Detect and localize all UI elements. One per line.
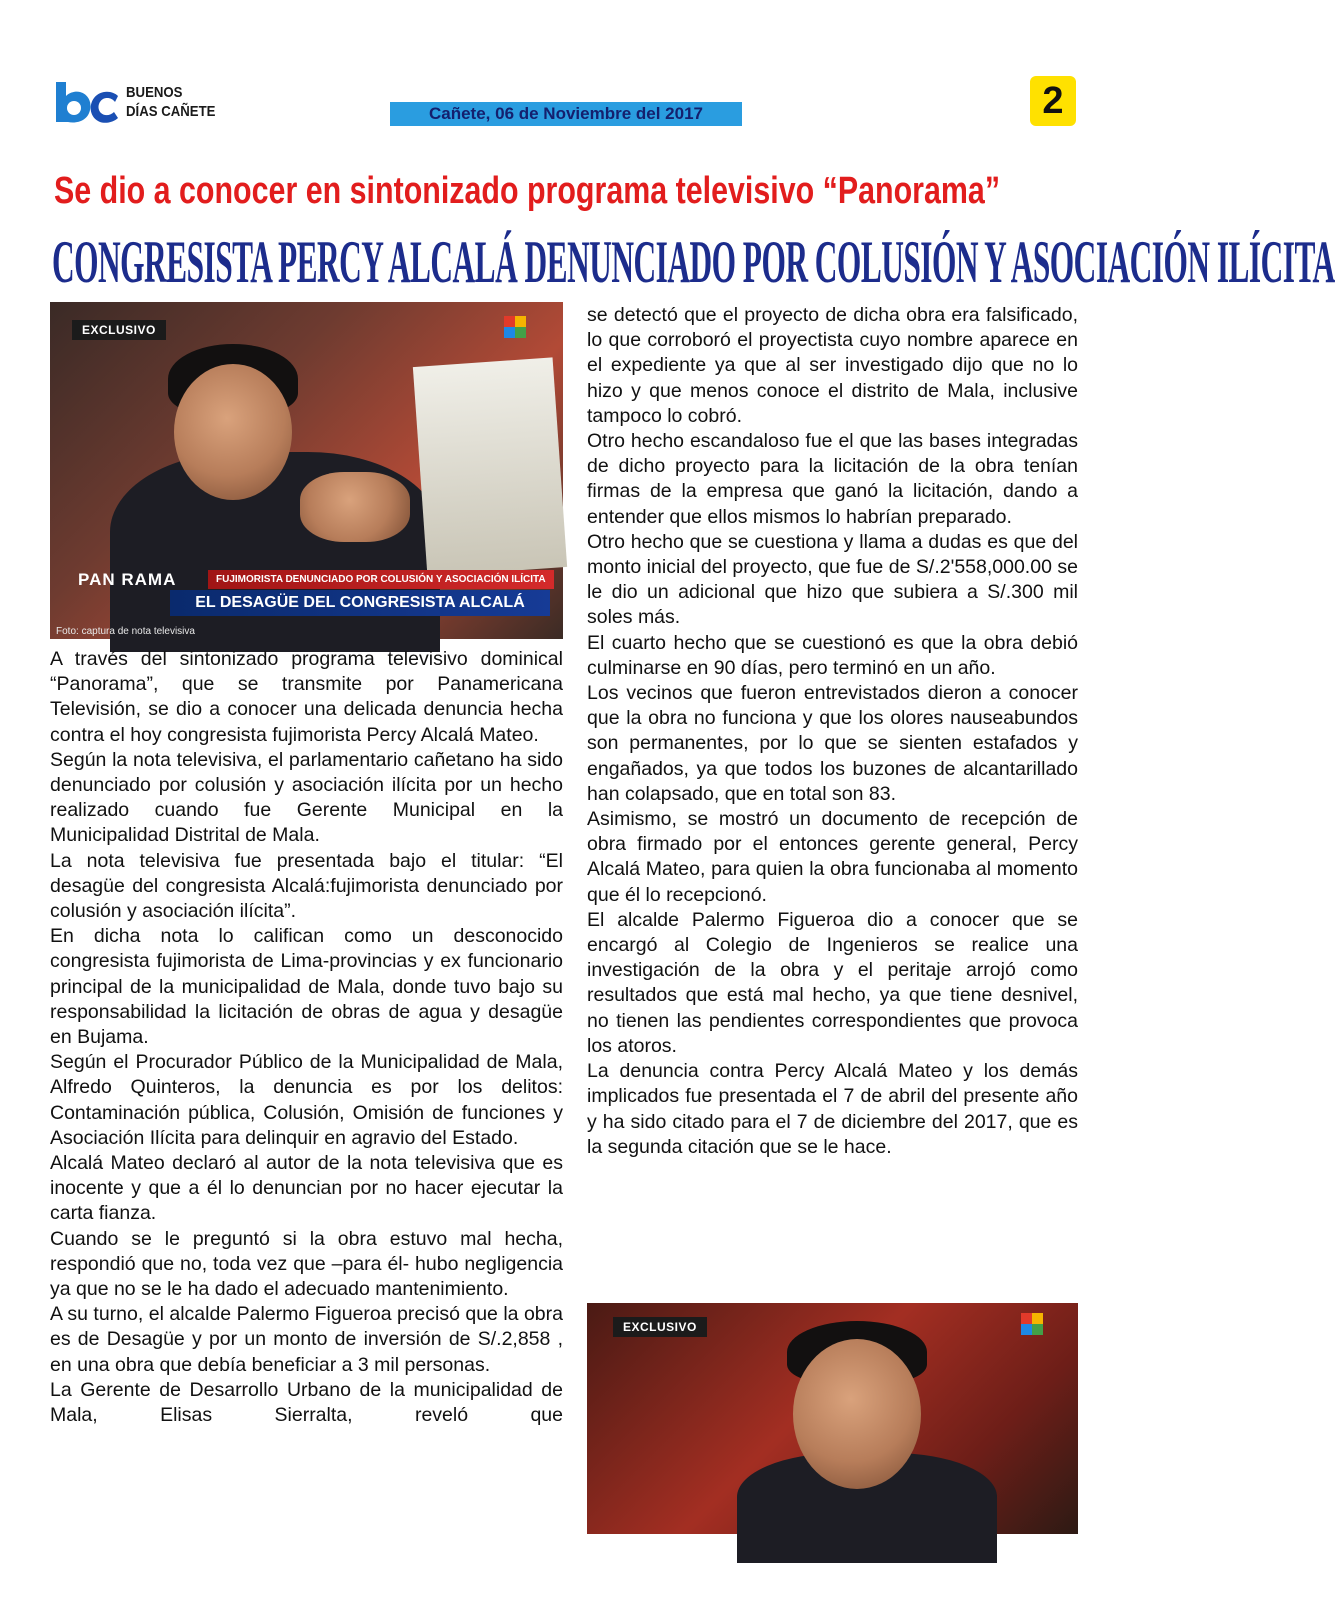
photo-congressman-seated	[587, 1303, 1078, 1534]
photo-credit: Foto: captura de nota televisiva	[56, 626, 195, 637]
exclusive-badge: EXCLUSIVO	[72, 320, 166, 340]
page-number-badge: 2	[1030, 76, 1076, 126]
paragraph: Según el Procurador Público de la Municipalidad de Mala, Alfredo Quinteros, la denuncia es por los delitos: Contaminación pública, Colusión, Omisión de funciones y Asociación Ilícita para delinquir en agravio del Estado.	[50, 1051, 563, 1149]
paragraph: En dicha nota lo califican como un desconocido congresista fujimorista de Lima-provincias y ex funcionario principal de la municipalidad de Mala, donde tuvo bajo su responsabilidad la licitación de obras de agua y desagüe en Bujama.	[50, 925, 563, 1049]
dateline: Cañete, 06 de Noviembre del 2017	[390, 102, 742, 126]
brand-name	[126, 83, 215, 121]
main-headline: CONGRESISTA PERCY ALCALÁ DENUNCIADO POR COLUSIÓN Y ASOCIACIÓN ILÍCITA	[52, 229, 1335, 295]
article-right-column	[587, 303, 1078, 1160]
exclusive-badge: EXCLUSIVO	[613, 1317, 707, 1337]
paragraph: Asimismo, se mostró un documento de recepción de obra firmado por el entonces gerente general, Percy Alcalá Mateo, para quien la obra funcionaba al momento que él lo recepcionó.	[587, 808, 1078, 906]
paragraph: se detectó que el proyecto de dicha obra era falsificado, lo que corroboró el proyectista cuyo nombre aparece en el expediente ya que al ser investigado dijo que no lo hizo y que menos conoce el distrito de Mala, inclusive tampoco lo cobró.	[587, 304, 1078, 427]
paragraph: A través del sintonizado programa televisivo dominical “Panorama”, que se transmite por Panamericana Televisión, se dio a conocer una delicada denuncia hecha contra el hoy congresista fujimorista Percy Alcalá Mateo.	[50, 648, 563, 746]
paragraph: Cuando se le preguntó si la obra estuvo mal hecha, respondió que no, toda vez que –para él- hubo negligencia ya que no se le ha dado el adecuado mantenimiento.	[50, 1227, 563, 1301]
paragraph: El alcalde Palermo Figueroa dio a conocer que se encargó al Colegio de Ingenieros se realice una investigación de la obra y el peritaje arrojó como resultados que está mal hecho, ya que tiene desnivel, no tienen las pendientes correspondientes que provoca los atoros.	[587, 908, 1078, 1057]
paragraph: Otro hecho escandaloso fue el que las bases integradas de dicho proyecto para la licitación de la obra tenían firmas de la empresa que ganó la licitación, dando a entender que ellos mismos lo habrían preparado.	[587, 430, 1078, 528]
paragraph: La Gerente de Desarrollo Urbano de la municipalidad de Mala, Elisas Sierralta, reveló que	[50, 1378, 563, 1427]
face-shape	[793, 1339, 921, 1489]
face-shape	[174, 364, 292, 500]
tv-caption: EL DESAGÜE DEL CONGRESISTA ALCALÁ	[170, 590, 550, 616]
brand-line-2: DÍAS CAÑETE	[126, 103, 216, 120]
photo-congressman-tv-capture	[50, 302, 563, 639]
tv-ticker: FUJIMORISTA DENUNCIADO POR COLUSIÓN Y ASOCIACIÓN ILÍCITA	[208, 570, 554, 589]
paragraph: Según la nota televisiva, el parlamentario cañetano ha sido denunciado por colusión y asociación ilícita por un hecho realizado cuando fue Gerente Municipal en la Municipalidad Distrital de Mala.	[50, 748, 563, 847]
paragraph: Alcalá Mateo declaró al autor de la nota televisiva que es inocente y que a él lo denuncian por no hacer ejecutar la carta fianza.	[50, 1152, 563, 1225]
kicker-headline: Se dio a conocer en sintonizado programa televisivo “Panorama”	[54, 170, 1001, 212]
tv-channel-logo-icon	[1019, 1311, 1045, 1337]
paragraph: Otro hecho que se cuestiona y llama a dudas es que del monto inicial del proyecto, que fue de S/.2'558,000.00 se le dio un adicional que hizo que subiera a S/.300 mil soles más.	[587, 530, 1078, 629]
paper-stack	[413, 357, 567, 576]
paragraph: Los vecinos que fueron entrevistados dieron a conocer que la obra no funciona y que los olores nauseabundos son permanentes, por lo que se sienten estafados y engañados, ya que todos los buzones de alcantarillado han colapsado, que en total son 83.	[587, 682, 1078, 805]
hands-shape	[300, 472, 410, 542]
program-brand: PAN RAMA	[78, 570, 177, 589]
paragraph: A su turno, el alcalde Palermo Figueroa precisó que la obra es de Desagüe y por un monto de inversión de S/.2,858 , en una obra que debía beneficiar a 3 mil personas.	[50, 1303, 563, 1376]
newspaper-logo	[52, 78, 122, 126]
brand-line-1: BUENOS	[126, 84, 183, 101]
tv-channel-logo-icon	[502, 314, 528, 340]
article-left-column	[50, 647, 563, 1428]
paragraph: La nota televisiva fue presentada bajo el titular: “El desagüe del congresista Alcalá:fujimorista denunciado por colusión y asociación ilícita”.	[50, 849, 563, 923]
paragraph: La denuncia contra Percy Alcalá Mateo y los demás implicados fue presentada el 7 de abril del presente año y ha sido citado para el 7 de diciembre del 2017, que es la segunda citación que se le hace.	[587, 1060, 1078, 1158]
paragraph: El cuarto hecho que se cuestionó es que la obra debió culminarse en 90 días, pero terminó en un año.	[587, 631, 1078, 679]
